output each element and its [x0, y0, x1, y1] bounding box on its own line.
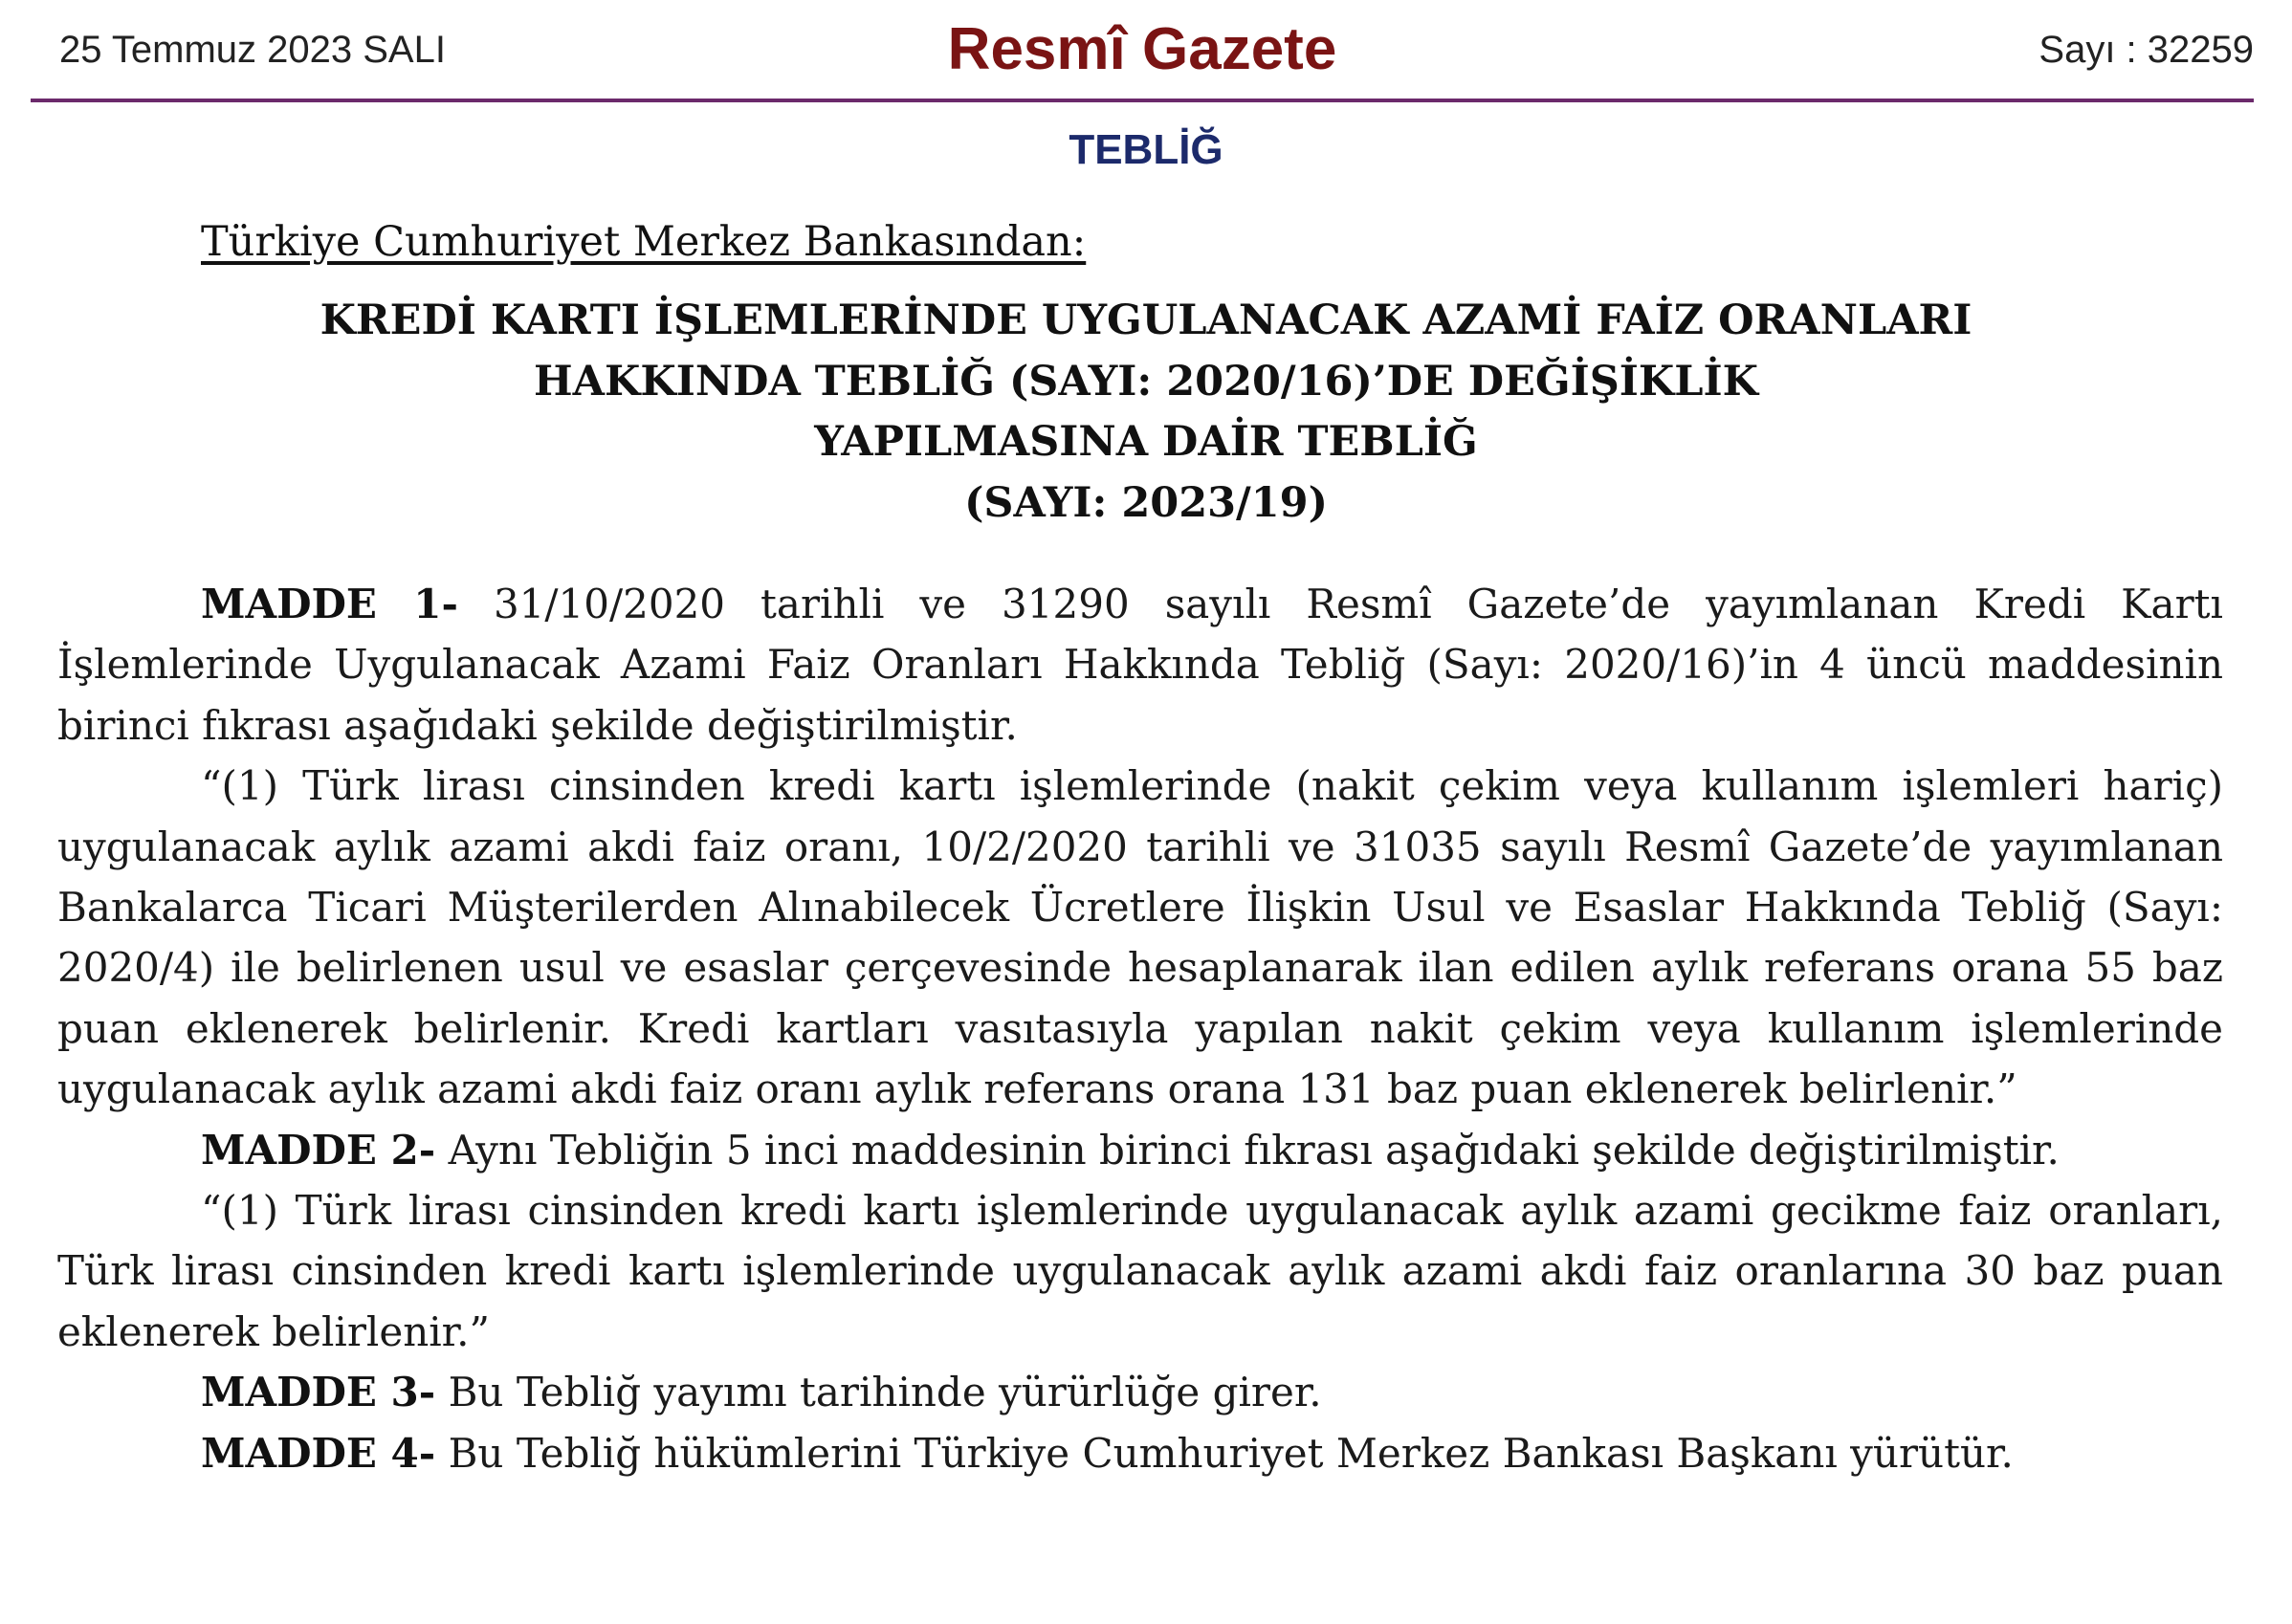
article-3-text: Bu Tebliğ yayımı tarihinde yürürlüğe girer.: [435, 1369, 1322, 1416]
article-1-text: 31/10/2020 tarihli ve 31290 sayılı Resmî Gazete’de yayımlanan Kredi Kartı İşlemlerinde Uygulanacak Azami Faiz Oranları Hakkında Tebliğ (Sayı: 2020/16)’in 4 üncü maddesinin birinci fıkrası aşağıdaki şekilde değiştirilmiştir.: [57, 581, 2223, 749]
issue-number: Sayı : 32259: [2039, 29, 2254, 71]
masthead: [31, 0, 2254, 102]
document-title-line: HAKKINDA TEBLİĞ (SAYI: 2020/16)’DE DEĞİŞİKLİK: [534, 357, 1758, 406]
article-2-quoted-paragraph: “(1) Türk lirası cinsinden kredi kartı işlemlerinde uygulanacak aylık azami gecikme faiz oranları, Türk lirası cinsinden kredi kartı işlemlerinde uygulanacak aylık azami akdi faiz oranlarına 30 baz puan eklenerek belirlenir.”: [57, 1187, 2223, 1355]
section-label: TEBLİĞ: [1069, 126, 1223, 173]
article-2-heading: MADDE 2-: [201, 1126, 436, 1174]
document-title-line: KREDİ KARTI İŞLEMLERİNDE UYGULANACAK AZAMİ FAİZ ORANLARI: [320, 296, 1972, 344]
article-3: [57, 1362, 2223, 1422]
article-1: [57, 574, 2223, 756]
document-body: [57, 574, 2223, 1483]
document-title: [0, 291, 2292, 534]
article-4-heading: MADDE 4-: [201, 1429, 436, 1477]
article-2: [57, 1120, 2223, 1180]
issuer-line: Türkiye Cumhuriyet Merkez Bankasından:: [201, 218, 1087, 266]
publication-date: 25 Temmuz 2023 SALI: [59, 29, 446, 71]
gazette-title: Resmî Gazete: [947, 16, 1337, 82]
article-4: [57, 1423, 2223, 1483]
article-2-text: Aynı Tebliğin 5 inci maddesinin birinci fıkrası aşağıdaki şekilde değiştirilmiştir.: [435, 1126, 2060, 1174]
article-4-text: Bu Tebliğ hükümlerini Türkiye Cumhuriyet Merkez Bankası Başkanı yürütür.: [435, 1429, 2014, 1477]
article-1-quoted-paragraph: “(1) Türk lirası cinsinden kredi kartı işlemlerinde (nakit çekim veya kullanım işlemleri hariç) uygulanacak aylık azami akdi faiz oranı, 10/2/2020 tarihli ve 31035 sayılı Resmî Gazete’de yayımlanan Bankalarca Ticari Müşterilerden Alınabilecek Ücretlere İlişkin Usul ve Esaslar Hakkında Tebliğ (Sayı: 2020/4) ile belirlenen usul ve esaslar çerçevesinde hesaplanarak ilan edilen aylık referans orana 55 baz puan eklenerek belirlenir. Kredi kartları vasıtasıyla yapılan nakit çekim veya kullanım işlemlerinde uygulanacak aylık azami akdi faiz oranı aylık referans orana 131 baz puan eklenerek belirlenir.”: [57, 762, 2223, 1113]
article-3-heading: MADDE 3-: [201, 1369, 436, 1416]
document-title-line: YAPILMASINA DAİR TEBLİĞ: [814, 418, 1478, 466]
article-1-heading: MADDE 1-: [201, 581, 458, 627]
document-title-line: (SAYI: 2023/19): [964, 478, 1328, 527]
